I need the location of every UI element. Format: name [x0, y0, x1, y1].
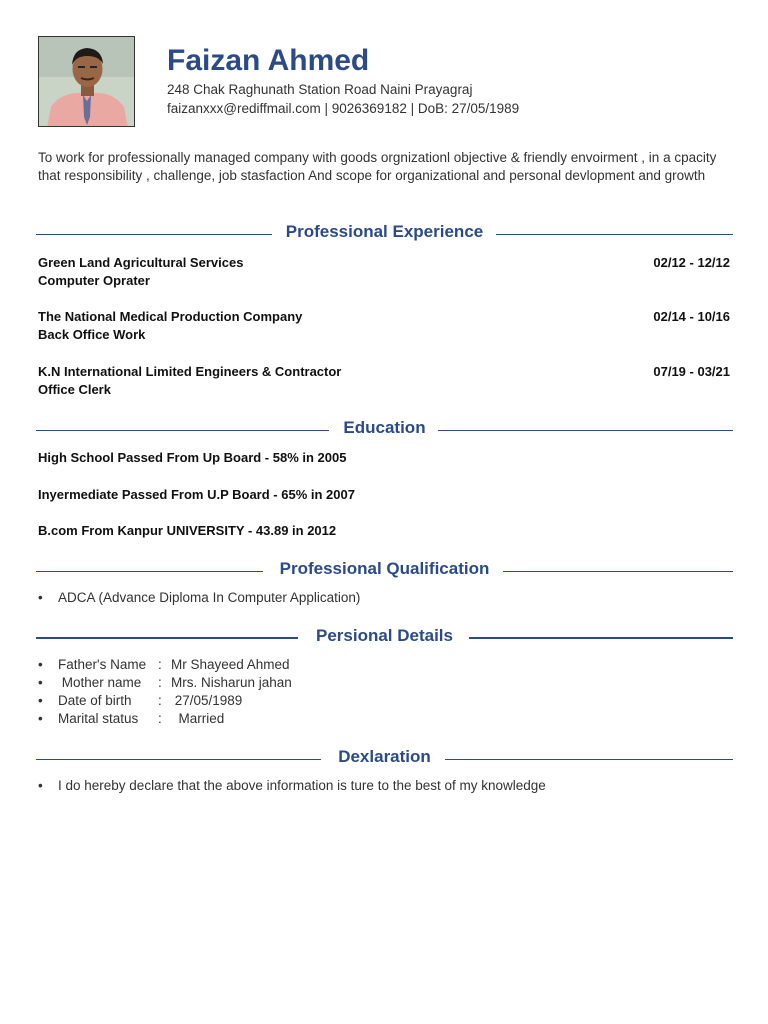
list-item	[38, 590, 538, 608]
bullet: •	[38, 675, 43, 690]
section-title: Professional Qualification	[268, 559, 502, 578]
job-dates: 02/12 - 12/12	[653, 255, 730, 270]
list-item	[38, 778, 638, 796]
section-title: Professional Experience	[274, 222, 495, 241]
bullet: •	[38, 693, 43, 708]
job-role: Back Office Work	[38, 327, 146, 342]
list-item	[38, 711, 438, 729]
qualification-text: ADCA (Advance Diploma In Computer Application)	[58, 590, 361, 605]
candidate-name: Faizan Ahmed	[167, 44, 370, 77]
section-professional-experience	[36, 222, 733, 246]
section-personal-details	[36, 626, 733, 650]
detail-value: Mrs. Nisharun jahan	[171, 675, 292, 690]
job-dates: 02/14 - 10/16	[653, 309, 730, 324]
job-dates: 07/19 - 03/21	[653, 364, 730, 379]
company-name: The National Medical Production Company	[38, 309, 303, 324]
detail-key: Marital status	[58, 711, 139, 726]
personal-details-list	[38, 657, 438, 729]
section-declaration	[36, 747, 733, 771]
section-title: Education	[331, 418, 437, 437]
list-item	[38, 693, 438, 711]
declaration-text: I do hereby declare that the above information is ture to the best of my knowledge	[58, 778, 546, 793]
section-professional-qualification	[36, 559, 733, 583]
bullet: •	[38, 657, 43, 672]
job-role: Office Clerk	[38, 382, 111, 397]
bullet: •	[38, 590, 43, 605]
section-education	[36, 418, 733, 442]
bullet: •	[38, 711, 43, 726]
detail-key: Date of birth	[58, 693, 132, 708]
company-name: Green Land Agricultural Services	[38, 255, 244, 270]
company-name: K.N International Limited Engineers & Contractor	[38, 364, 342, 379]
detail-key: Father's Name	[58, 657, 147, 672]
declaration-list	[38, 778, 638, 796]
detail-value: Mr Shayeed Ahmed	[171, 657, 290, 672]
detail-separator: :	[158, 675, 162, 690]
address: 248 Chak Raghunath Station Road Naini Prayagraj	[167, 82, 473, 97]
detail-key: Mother name	[58, 675, 142, 690]
profile-photo-portrait	[39, 37, 135, 127]
qualification-list	[38, 590, 538, 608]
detail-separator: :	[158, 693, 162, 708]
list-item	[38, 675, 438, 693]
detail-value: Married	[171, 711, 225, 726]
contact-line: faizanxxx@rediffmail.com | 9026369182 | DoB: 27/05/1989	[167, 101, 520, 116]
bullet: •	[38, 778, 43, 793]
list-item	[38, 657, 438, 675]
detail-separator: :	[158, 657, 162, 672]
profile-photo	[38, 36, 135, 127]
section-title: Dexlaration	[326, 747, 443, 766]
section-title: Persional Details	[304, 626, 465, 645]
detail-value: 27/05/1989	[171, 693, 243, 708]
education-item: Inyermediate Passed From U.P Board - 65% in 2007	[38, 487, 355, 502]
education-item: High School Passed From Up Board - 58% in 2005	[38, 450, 347, 465]
education-item: B.com From Kanpur UNIVERSITY - 43.89 in 2012	[38, 523, 337, 538]
detail-separator: :	[158, 711, 162, 726]
job-role: Computer Oprater	[38, 273, 150, 288]
career-objective: To work for professionally managed company with goods orgnizationl objective & friendly envoirment , in a cpacity that responsibility , challenge, job stasfaction And scope for organizational and personal devlopment and growth	[38, 150, 717, 183]
